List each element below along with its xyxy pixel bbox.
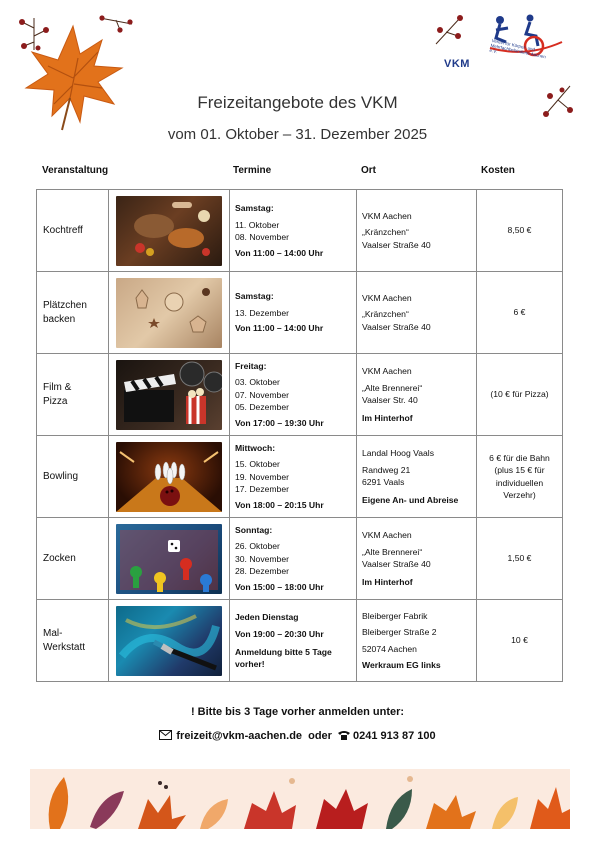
contact-connector: oder xyxy=(308,730,332,742)
place-line: „Alte Brennerei“ xyxy=(362,382,423,393)
place-cell xyxy=(357,190,477,272)
dates-cell xyxy=(230,436,357,518)
cost-value: individuellen xyxy=(495,477,544,488)
date-item: 08. November xyxy=(235,232,289,242)
date-item: 07. November xyxy=(235,389,289,400)
event-name-cell xyxy=(37,354,109,436)
table-row xyxy=(37,600,563,682)
date-item: 28. Dezember xyxy=(235,566,289,577)
cost-cell xyxy=(477,354,563,436)
time-range: Von 15:00 – 18:00 Uhr xyxy=(235,581,324,592)
weekday-label: Samstag: xyxy=(235,203,274,213)
registration-note: vorher! xyxy=(235,659,265,669)
schedule-table xyxy=(36,189,563,682)
event-name: Pizza xyxy=(43,395,68,407)
event-name-cell xyxy=(37,600,109,682)
weekday-label: Jeden Dienstag xyxy=(235,611,299,622)
logo-org-text: Verein für Körper- und Mehrfachbehinderte Aachen e.V. xyxy=(489,37,547,60)
place-line: 6291 Vaals xyxy=(362,477,405,487)
cost-cell xyxy=(477,190,563,272)
date-item: 30. November xyxy=(235,553,289,564)
event-name: Kochtreff xyxy=(43,224,83,236)
place-cell xyxy=(357,600,477,682)
movie-clapper-photo xyxy=(116,360,222,430)
place-note: Im Hinterhof xyxy=(362,412,413,423)
cost-value: 8,50 € xyxy=(507,225,532,236)
painting-brush-photo xyxy=(116,606,222,676)
contact-email[interactable]: freizeit@vkm-aachen.de xyxy=(176,730,303,742)
cost-value: (10 € für Pizza) xyxy=(490,389,549,400)
cookie-dough-photo xyxy=(116,278,222,348)
date-item: 26. Oktober xyxy=(235,541,280,552)
place-line: „Kränzchen“ xyxy=(362,309,409,320)
place-cell xyxy=(357,436,477,518)
logo-wordmark: VKM xyxy=(444,58,470,70)
telephone-icon xyxy=(338,730,350,743)
place-line: 52074 Aachen xyxy=(362,643,417,654)
place-cell xyxy=(357,518,477,600)
dates-cell xyxy=(230,518,357,600)
event-name: Film & xyxy=(43,381,72,393)
dates-cell xyxy=(230,600,357,682)
registration-note: Anmeldung bitte 5 Tage xyxy=(235,646,332,657)
place-cell xyxy=(357,272,477,354)
event-name-cell xyxy=(37,518,109,600)
contact-phone[interactable]: 0241 913 87 100 xyxy=(353,730,436,742)
event-name-cell xyxy=(37,190,109,272)
event-name: Werkstatt xyxy=(43,641,86,653)
table-row xyxy=(37,354,563,436)
event-image-cell xyxy=(109,600,230,682)
event-image-cell xyxy=(109,436,230,518)
cost-cell xyxy=(477,600,563,682)
time-range: Von 11:00 – 14:00 Uhr xyxy=(235,323,324,334)
place-line: Bleiberger Straße 2 xyxy=(362,627,437,637)
place-line: VKM Aachen xyxy=(362,530,412,540)
envelope-icon xyxy=(159,730,172,743)
event-name-cell xyxy=(37,436,109,518)
page-subtitle: vom 01. Oktober – 31. Dezember 2025 xyxy=(167,126,428,143)
page-title: Freizeitangebote des VKM xyxy=(197,93,398,112)
place-line: Vaalser Straße 40 xyxy=(362,559,431,569)
registration-notice: ! Bitte bis 3 Tage vorher anmelden unter: xyxy=(190,706,405,718)
table-row xyxy=(37,190,563,272)
event-image-cell xyxy=(109,190,230,272)
board-game-photo xyxy=(116,524,222,594)
berry-decoration xyxy=(16,16,52,52)
date-item: 13. Dezember xyxy=(235,307,289,318)
cost-value: 6 € xyxy=(513,307,526,318)
place-line: „Alte Brennerei“ xyxy=(362,546,423,557)
event-name: Mal- xyxy=(43,627,63,639)
autumn-leaves-banner xyxy=(30,769,570,829)
table-row xyxy=(37,436,563,518)
place-note: Werkraum EG links xyxy=(362,660,441,670)
place-line: VKM Aachen xyxy=(362,210,412,221)
date-item: 17. Dezember xyxy=(235,484,289,495)
cost-value: 1,50 € xyxy=(507,553,532,564)
cost-cell xyxy=(477,272,563,354)
place-line: „Kränzchen“ xyxy=(362,227,409,238)
weekday-label: Freitag: xyxy=(235,360,267,371)
date-item: 15. Oktober xyxy=(235,459,280,470)
cost-value: Verzehr) xyxy=(503,490,536,500)
contact-line xyxy=(0,730,595,743)
weekday-label: Sonntag: xyxy=(235,524,273,535)
cost-value: (plus 15 € für xyxy=(494,465,545,475)
place-line: VKM Aachen xyxy=(362,366,412,376)
place-line: Vaalser Straße 40 xyxy=(362,239,431,250)
event-name-cell xyxy=(37,272,109,354)
place-note: Eigene An- und Abreise xyxy=(362,494,459,505)
date-item: 11. Oktober xyxy=(235,219,280,230)
table-row xyxy=(37,518,563,600)
event-image-cell xyxy=(109,354,230,436)
time-range: Von 11:00 – 14:00 Uhr xyxy=(235,247,324,258)
time-range: Von 18:00 – 20:15 Uhr xyxy=(235,499,324,510)
place-line: Bleiberger Fabrik xyxy=(362,610,428,621)
date-item: 19. November xyxy=(235,471,289,482)
time-range: Von 19:00 – 20:30 Uhr xyxy=(235,629,324,639)
place-line: VKM Aachen xyxy=(362,292,412,303)
weekday-label: Mittwoch: xyxy=(235,442,276,453)
column-header-cost: Kosten xyxy=(481,165,515,176)
vkm-logo xyxy=(430,14,565,78)
column-header-dates: Termine xyxy=(233,165,272,176)
place-line: Landal Hoog Vaals xyxy=(362,448,434,458)
dates-cell xyxy=(230,190,357,272)
cost-cell xyxy=(477,518,563,600)
event-name: backen xyxy=(43,313,76,325)
cost-cell xyxy=(477,436,563,518)
column-header-place: Ort xyxy=(361,165,376,176)
place-note: Im Hinterhof xyxy=(362,576,413,587)
dates-cell xyxy=(230,354,357,436)
table-row xyxy=(37,272,563,354)
event-name: Plätzchen xyxy=(43,299,87,311)
berry-decoration xyxy=(98,14,134,34)
cooking-photo xyxy=(116,196,222,266)
place-line: Vaalser Straße 40 xyxy=(362,321,431,332)
event-name: Bowling xyxy=(43,470,79,482)
place-cell xyxy=(357,354,477,436)
time-range: Von 17:00 – 19:30 Uhr xyxy=(235,417,324,428)
weekday-label: Samstag: xyxy=(235,291,274,302)
dates-cell xyxy=(230,272,357,354)
cost-value: 6 € für die Bahn xyxy=(489,452,550,463)
place-line: Vaalser Str. 40 xyxy=(362,395,418,405)
event-name: Zocken xyxy=(43,552,76,564)
date-item: 05. Dezember xyxy=(235,402,289,413)
bowling-photo xyxy=(116,442,222,512)
cost-value: 10 € xyxy=(511,635,528,646)
place-line: Randweg 21 xyxy=(362,464,411,475)
event-image-cell xyxy=(109,518,230,600)
event-image-cell xyxy=(109,272,230,354)
column-header-event: Veranstaltung xyxy=(42,165,109,176)
date-item: 03. Oktober xyxy=(235,377,280,388)
